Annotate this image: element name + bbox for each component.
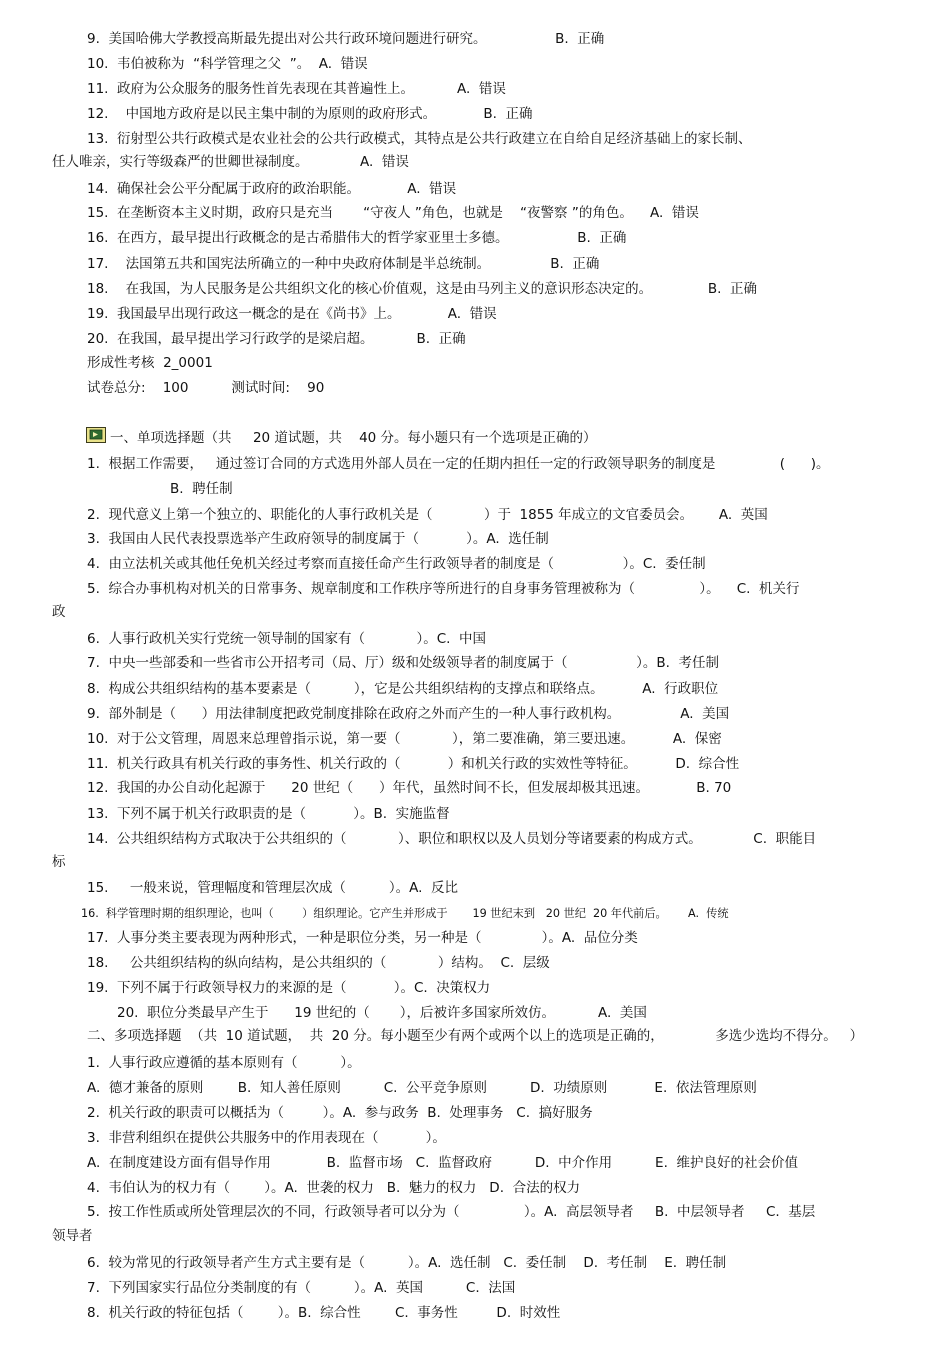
text-line: 13. 下列不属于机关行政职责的是（ ）。B. 实施监督 (87, 806, 450, 822)
text-line: 3. 我国由人民代表投票选举产生政府领导的制度属于（ ）。A. 选任制 (87, 531, 549, 547)
text-line: B. 聘任制 (170, 481, 233, 497)
text-line: 1. 根据工作需要， 通过签订合同的方式选用外部人员在一定的任期内担任一定的行政领导职务的制度是 ( )。 (87, 456, 830, 472)
text-line: 标 (52, 854, 66, 870)
text-line: 形成性考核 2_0001 (87, 355, 213, 371)
text-line: 17. 法国第五共和国宪法所确立的一种中央政府体制是半总统制。 B. 正确 (87, 256, 600, 272)
text-line: 2. 现代意义上第一个独立的、职能化的人事行政机关是（ ）于 1855 年成立的文官委员会。 A. 英国 (87, 507, 768, 523)
text-line: 20. 职位分类最早产生于 19 世纪的（ ），后被许多国家所效仿。 A. 美国 (117, 1005, 647, 1021)
text-line: 2. 机关行政的职责可以概括为（ ）。A. 参与政务 B. 处理事务 C. 搞好服务 (87, 1105, 593, 1121)
text-line: 16. 科学管理时期的组织理论，也叫（ ）组织理论。它产生并形成于 19 世纪末到 20 世纪 20 年代前后。 A. 传统 (81, 907, 729, 920)
text-line: 11. 政府为公众服务的服务性首先表现在其普遍性上。 A. 错误 (87, 81, 506, 97)
text-line: 7. 下列国家实行品位分类制度的有（ ）。A. 英国 C. 法国 (87, 1280, 516, 1296)
text-line: 10. 韦伯被称为 “科学管理之父 ”。 A. 错误 (87, 56, 368, 72)
text-line: 二、多项选择题 （共 10 道试题， 共 20 分。每小题至少有两个或两个以上的选项是正确的， 多选少选均不得分。 ） (87, 1028, 864, 1044)
text-line: 6. 较为常见的行政领导者产生方式主要有是（ ）。A. 选任制 C. 委任制 D. 考任制 E. 聘任制 (87, 1255, 727, 1271)
text-line: 6. 人事行政机关实行党统一领导制的国家有（ ）。C. 中国 (87, 631, 487, 647)
text-line: 9. 美国哈佛大学教授高斯最先提出对公共行政环境问题进行研究。 B. 正确 (87, 31, 605, 47)
text-line: 14. 公共组织结构方式取决于公共组织的（ ）、职位和职权以及人员划分等诸要素的构成方式。 C. 职能目 (87, 831, 817, 847)
text-line: 19. 我国最早出现行政这一概念的是在《尚书》上。 A. 错误 (87, 306, 497, 322)
text-line: 8. 构成公共组织结构的基本要素是（ ），它是公共组织结构的支撑点和联络点。 A. 行政职位 (87, 681, 719, 697)
text-line: 12. 中国地方政府是以民主集中制的为原则的政府形式。 B. 正确 (87, 106, 533, 122)
text-line: 15. 在垄断资本主义时期，政府只是充当 “守夜人 ”角色，也就是 “夜警察 ”的角色。 A. 错误 (87, 205, 699, 221)
text-line: 8. 机关行政的特征包括（ ）。B. 综合性 C. 事务性 D. 时效性 (87, 1305, 561, 1321)
text-line: 任人唯亲，实行等级森严的世卿世禄制度。 A. 错误 (52, 154, 409, 170)
text-line: 10. 对于公文管理，周恩来总理曾指示说，第一要（ ），第二要准确，第三要迅速。 A. 保密 (87, 731, 722, 747)
text-line: 政 (52, 604, 66, 620)
text-line: 11. 机关行政具有机关行政的事务性、机关行政的（ ）和机关行政的实效性等特征。 D. 综合性 (87, 756, 740, 772)
text-line: 3. 非营利组织在提供公共服务中的作用表现在（ ）。 (87, 1130, 446, 1146)
text-line: 4. 韦伯认为的权力有（ ）。A. 世袭的权力 B. 魅力的权力 D. 合法的权力 (87, 1180, 581, 1196)
text-line: 15. 一般来说，管理幅度和管理层次成（ ）。A. 反比 (87, 880, 458, 896)
text-line: 9. 部外制是（ ）用法律制度把政党制度排除在政府之外而产生的一种人事行政机构。 A. 美国 (87, 706, 730, 722)
text-line: 18. 公共组织结构的纵向结构，是公共组织的（ ）结构。 C. 层级 (87, 955, 550, 971)
text-line: 一、单项选择题（共 20 道试题，共 40 分。每小题只有一个选项是正确的） (110, 430, 597, 446)
text-line: 4. 由立法机关或其他任免机关经过考察而直接任命产生行政领导者的制度是（ ）。C. 委任制 (87, 556, 706, 572)
text-line: A. 德才兼备的原则 B. 知人善任原则 C. 公平竞争原则 D. 功绩原则 E. 依法管理原则 (87, 1080, 757, 1096)
text-line: 7. 中央一些部委和一些省市公开招考司（局、厅）级和处级领导者的制度属于（ ）。B. 考任制 (87, 655, 720, 671)
text-line: 12. 我国的办公自动化起源于 20 世纪（ ）年代，虽然时间不长，但发展却极其迅速。 B. 70 (87, 780, 732, 796)
text-line: 13. 衍射型公共行政模式是农业社会的公共行政模式，其特点是公共行政建立在自给自足经济基础上的家长制、 (87, 131, 752, 147)
text-line: 19. 下列不属于行政领导权力的来源的是（ ）。C. 决策权力 (87, 980, 491, 996)
text-line: A. 在制度建设方面有倡导作用 B. 监督市场 C. 监督政府 D. 中介作用 E. 维护良好的社会价值 (87, 1155, 798, 1171)
text-line: 领导者 (52, 1228, 93, 1244)
text-line: 18. 在我国，为人民服务是公共组织文化的核心价值观，这是由马列主义的意识形态决定的。 B. 正确 (87, 281, 758, 297)
text-line: 16. 在西方，最早提出行政概念的是古希腊伟大的哲学家亚里士多德。 B. 正确 (87, 230, 627, 246)
text-line: 试卷总分: 100 测试时间: 90 (87, 380, 325, 396)
text-line: 14. 确保社会公平分配属于政府的政治职能。 A. 错误 (87, 181, 457, 197)
text-line: 5. 综合办事机构对机关的日常事务、规章制度和工作秩序等所进行的自身事务管理被称为（ ）。 C. 机关行 (87, 581, 800, 597)
text-line: 20. 在我国，最早提出学习行政学的是梁启超。 B. 正确 (87, 331, 466, 347)
text-line: 1. 人事行政应遵循的基本原则有（ ）。 (87, 1055, 361, 1071)
section-marker-icon (86, 427, 106, 443)
text-line: 5. 按工作性质或所处管理层次的不同，行政领导者可以分为（ ）。A. 高层领导者 B. 中层领导者 C. 基层 (87, 1204, 816, 1220)
text-line: 17. 人事分类主要表现为两种形式，一种是职位分类，另一种是（ ）。A. 品位分类 (87, 930, 638, 946)
